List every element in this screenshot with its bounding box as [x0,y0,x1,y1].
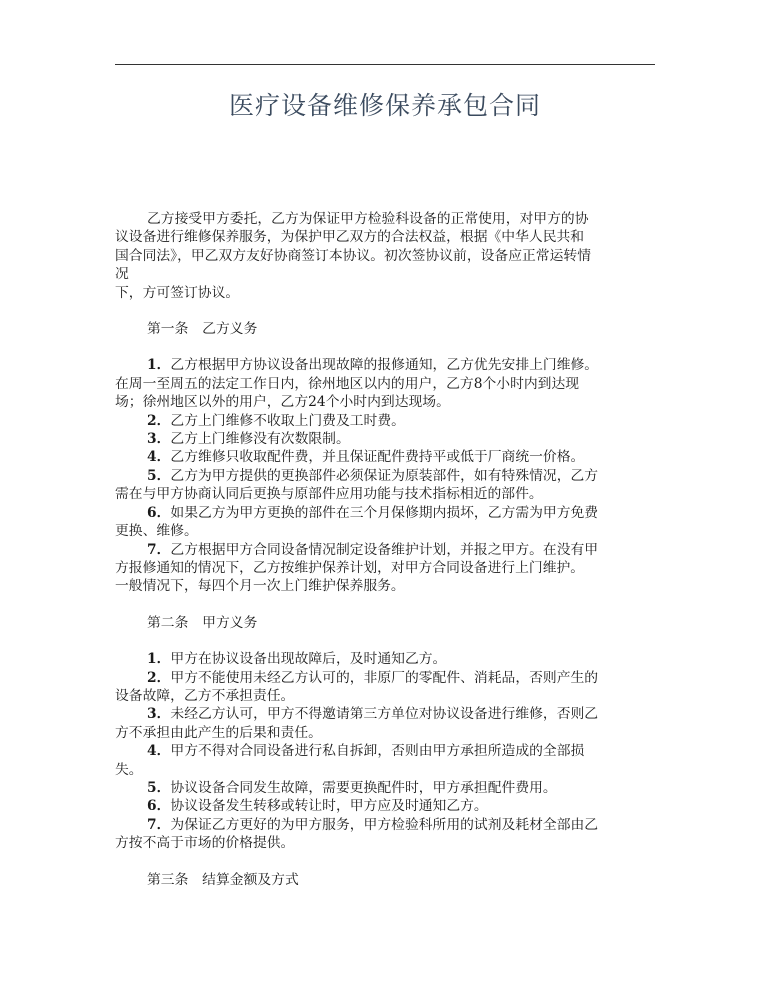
clause-line [115,742,655,760]
clause-text: 甲方在协议设备出现故障后，及时通知乙方。 [170,651,447,668]
clause-number: 5． [147,467,171,484]
clause-text: 未经乙方认可，甲方不得邀请第三方单位对协议设备进行维修，否则乙 [170,706,599,723]
clause-text: 甲方不得对合同设备进行私自拆卸，否则由甲方承担所造成的全部损 [170,743,585,760]
clause-text: 乙方根据甲方协议设备出现故障的报修通知，乙方优先安排上门维修。 [170,357,599,374]
clause-line [115,687,655,705]
clause-line [115,522,655,540]
clause-number: 3． [147,431,171,448]
clause-line [115,467,655,485]
clause-line [115,541,655,559]
clause-number: 7． [147,541,171,558]
article-heading: 第二条 甲方义务 [147,614,258,631]
clause-text: 方不承担由此产生的后果和责任。 [115,724,322,741]
intro-line: 况 [115,266,129,283]
document-title: 医疗设备维修保养承包合同 [228,91,541,120]
clause-text: 甲方不能使用未经乙方认可的，非原厂的零配件、消耗品，否则产生的 [170,669,599,686]
intro-line: 下，方可签订协议。 [115,284,240,301]
clause-number: 4． [147,449,171,466]
clause-text: 协议设备合同发生故障，需要更换配件时，甲方承担配件费用。 [170,779,557,796]
clause-line [115,559,655,577]
clause-text: 乙方为甲方提供的更换部件必须保证为原装部件，如有特殊情况，乙方 [170,467,599,484]
clause-line [115,577,655,595]
clause-line [115,430,655,448]
intro-line: 乙方接受甲方委托，乙方为保证甲方检验科设备的正常使用，对甲方的协 [147,211,589,227]
clause-text: 更换、维修。 [115,523,198,540]
clause-line [115,761,655,779]
clause-number: 5． [147,779,171,796]
clause-line [115,650,655,668]
clause-text: 场；徐州地区以外的用户，乙方24个小时内到达现场。 [115,394,450,411]
clause-text: 设备故障，乙方不承担责任。 [115,687,295,704]
clause-line [115,779,655,797]
clause-text: 方按不高于市场的价格提供。 [115,835,295,852]
clause-number: 7． [147,816,171,833]
article-1-clauses [115,356,655,595]
clause-text: 如果乙方为甲方更换的部件在三个月保修期内损坏，乙方需为甲方免费 [170,504,599,521]
document-body [115,210,655,907]
clause-line [115,705,655,723]
clause-line [115,504,655,522]
clause-text: 失。 [115,761,143,778]
clause-text: 一般情况下，每四个月一次上门维护保养服务。 [115,578,405,595]
clause-text: 需在与甲方协商认同后更换与原部件应用功能与技术指标相近的部件。 [115,486,543,503]
intro-line: 议设备进行维修保养服务，为保护甲乙双方的合法权益，根据《中华人民共和 [115,229,585,246]
clause-line [115,797,655,815]
clause-number: 2． [147,412,171,429]
clause-line [115,356,655,374]
clause-text: 在周一至周五的法定工作日内，徐州地区以内的用户，乙方8个小时内到达现 [115,375,580,392]
intro-line: 国合同法》，甲乙双方友好协商签订本协议。初次签协议前，设备应正常运转情 [115,247,591,264]
clause-number: 4． [147,743,171,760]
clause-number: 1． [147,651,171,668]
clause-line [115,724,655,742]
clause-text: 协议设备发生转移或转让时，甲方应及时通知乙方。 [170,798,488,815]
clause-text: 乙方根据甲方合同设备情况制定设备维护计划，并报之甲方。在没有甲 [170,541,599,558]
clause-number: 6． [147,798,171,815]
clause-text: 乙方维修只收取配件费，并且保证配件费持平或低于厂商统一价格。 [170,449,585,466]
clause-text: 方报修通知的情况下，乙方按维护保养计划，对甲方合同设备进行上门维护。 [115,559,585,576]
clause-number: 1． [147,357,171,374]
article-heading: 第一条 乙方义务 [147,321,258,338]
clause-number: 3． [147,706,171,723]
clause-text: 乙方上门维修没有次数限制。 [170,431,350,448]
clause-text: 乙方上门维修不收取上门费及工时费。 [170,412,405,429]
clause-line [115,669,655,687]
clause-number: 6． [147,504,171,521]
article-2-clauses [115,650,655,852]
clause-text: 为保证乙方更好的为甲方服务，甲方检验科所用的试剂及耗材全部由乙 [170,816,599,833]
clause-line [115,485,655,503]
clause-line [115,412,655,430]
article-heading: 第三条 结算金额及方式 [147,871,299,888]
header-rule [115,64,655,65]
clause-line [115,834,655,852]
clause-number: 2． [147,669,171,686]
clause-line [115,393,655,411]
clause-line [115,375,655,393]
clause-line [115,816,655,834]
intro-paragraph [115,210,655,302]
clause-line [115,448,655,466]
